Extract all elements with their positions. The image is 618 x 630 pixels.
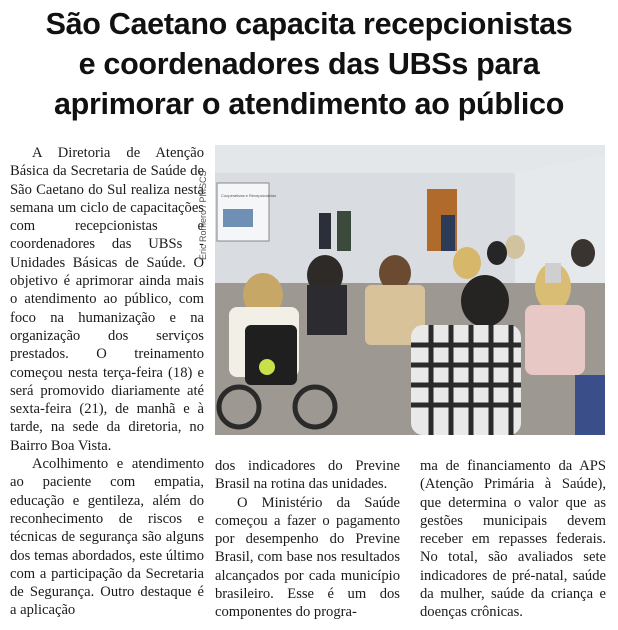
article-column-middle xyxy=(215,457,400,622)
article-column-left xyxy=(10,144,204,620)
article-column-right xyxy=(420,457,606,622)
paragraph: dos indicadores do Previne Brasil na rotina das unidades. xyxy=(215,458,400,493)
audience-member xyxy=(505,235,525,259)
headline-line-3: aprimorar o atendimento ao público xyxy=(53,87,565,121)
presenter xyxy=(337,211,351,251)
audience-member xyxy=(307,285,347,335)
headline-line-2: e coordenadores das UBSs para xyxy=(78,47,540,81)
paragraph: ma de financiamento da APS (Atenção Primária à Saúde), que determina o valor que as gestões municipais devem receber em repasses federais. No total, são avaliados sete indicadores de pré-natal, saúde da mulher, saúde da criança e doenças crônicas. xyxy=(420,458,606,621)
paragraph: A Diretoria de Atenção Básica da Secretaria de Saúde de São Caetano do Sul realiza nesta semana um ciclo de capacitações com recepcionistas e coordenadores das UBSs - Unidades Básicas de Saúde. O objetivo é aprimorar ainda mais o atendimento ao público, com foco na humanização e na organização dos serviços prestados. O treinamento começou nesta terça-feira (18) e será promovido diariamente até sexta-feira (21), de manhã e à tarde, na sede da diretoria, no Bairro Boa Vista. xyxy=(10,145,204,454)
audience-member xyxy=(545,263,561,283)
screen-text: Cooperativas e Recepcionistas xyxy=(221,193,277,198)
audience-member xyxy=(461,275,509,327)
wheelchair xyxy=(245,325,297,385)
article-photo xyxy=(215,145,605,435)
audience-member xyxy=(487,241,507,265)
paragraph: O Ministério da Saúde começou a fazer o pagamento por desempenho do Previne Brasil, com base nos resultados alcançados por cada município brasileiro. Esse é um dos componentes do progra- xyxy=(215,494,400,621)
audience-member xyxy=(571,239,595,267)
paragraph: Acolhimento e atendimento ao paciente com empatia, educação e gentileza, além do reconhecimento de riscos e técnicas de segurança são alguns dos temas abordados, este último com a participação da Secretaria de Segurança. Outro destaque é a aplicação xyxy=(10,456,204,619)
audience-member-plaid xyxy=(411,325,521,435)
presenter xyxy=(319,213,331,249)
audience-member xyxy=(525,305,585,375)
photo-credit: Eric Romero / PMSCS xyxy=(198,170,208,260)
audience-member xyxy=(575,375,605,435)
training-room-scene xyxy=(215,145,605,435)
headline-line-1: São Caetano capacita recepcionistas xyxy=(45,7,573,41)
audience-member xyxy=(453,247,481,279)
screen-image xyxy=(223,209,253,227)
wheelchair-logo xyxy=(259,359,275,375)
headline xyxy=(0,4,618,124)
presenter xyxy=(441,215,455,251)
